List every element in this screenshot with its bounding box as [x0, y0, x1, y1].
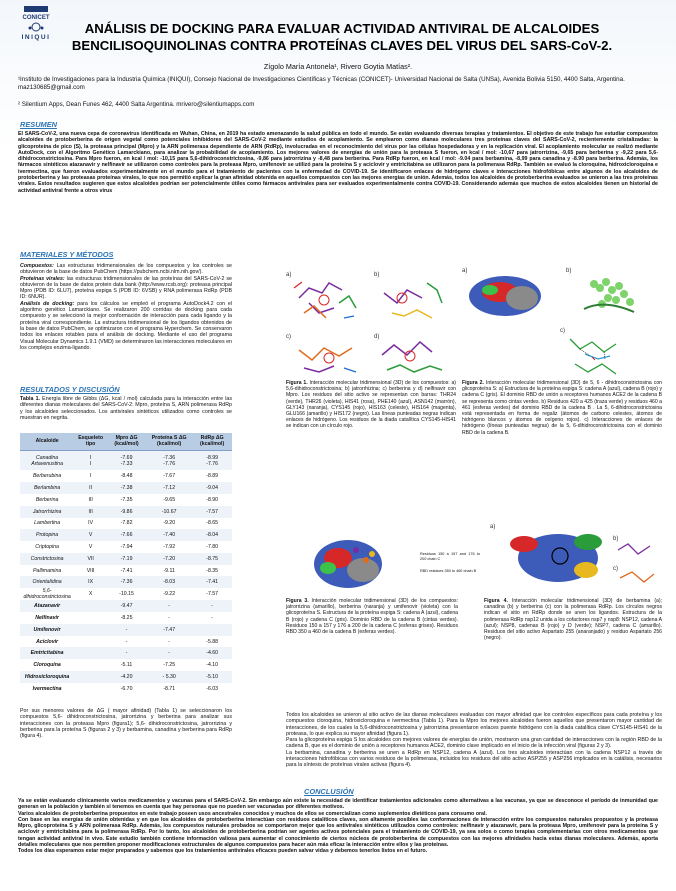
materiales-heading: MATERIALES Y MÉTODOS — [20, 250, 114, 259]
table-cell: I I — [74, 450, 107, 470]
table-cell: -7.94 — [120, 543, 133, 550]
after-table-text: Por sus menores valores de ΔG ( mayor afinidad) (Tabla 1) se seleccionaron los compuestos 5,6- dihidroconstrictosina, jatrorrizina y berberina para analizar sus interacciones con la proteasa Mpro (figura1); 5,6- dihidroconstrictosina, jatrorrizina y berberina para la proteína S (figuras 2 y 3) y berbamina, canadina y berberina para RdRp (figura 4). — [20, 708, 232, 740]
table-cell: VIII — [86, 567, 95, 574]
table-row — [20, 647, 232, 659]
table-row — [20, 600, 232, 612]
table-cell: -7.67 — [163, 473, 176, 480]
table-cell: -7.41 — [192, 576, 232, 588]
table-cell: -7.41 — [120, 567, 133, 574]
table-cell: -7.25 — [163, 662, 176, 669]
table-cell: -7.19 — [107, 553, 146, 565]
table-cell: -7.36 -7.76 — [146, 450, 192, 470]
table-row — [20, 494, 232, 506]
table-cell: Aciclovir — [36, 638, 59, 645]
figure-1c — [284, 330, 364, 378]
figure-4-caption: Figura 4. Interacción molecular tridimensional (3D) de berbamina (a); canadina (b) y berberina (c) con la polimerasa RdRp. Los círculos negros indican el sitio en RdRp donde se unen los ligandos. Estructura de la polimerasa RdRp nsp12 unida a los cofactores nsp7 y nsp8: NSP12, cadena A (azul); NSP8, cadenas B (rojo) y D (verde); NSP7, cadena C (amarillo). Residuos del sitio activo Aspartato 255 (anaranjado) y residuo Aspartato 256 (negro). — [484, 598, 662, 642]
legend-a: Residuos 150 a 157 and 176 to 200 chain C — [420, 552, 480, 561]
table-header: Proteína S ΔG (kcal/mol) — [146, 433, 192, 450]
table-cell: -8.65 — [206, 520, 219, 527]
figure-1b — [372, 268, 452, 328]
table-cell: -9.20 — [163, 520, 176, 527]
resumen-text: El SARS-CoV-2, una nueva cepa de coronavirus identificada en Wuhan, China, en 2019 ha estado amenazando la salud pública en todo el mundo. Se están evaluando diversas terapias y tratamientos. El objetivo de este trabajo fue estudiar compuestos alcaloides de protoberberina de origen vegetal como potenciales inhibidores del SARS-CoV-2 mediante estudios de acoplamiento. Se emplearon como dianas moleculares tres proteínas claves del SARS-CoV-2, recientemente cristalizadas: la glicoproteína de pico (S), la proteasa principal (Mpro) y la ARN polimerasa dependiente de ARN (RdRp), involucradas en el reconocimiento del virus por las células hospedadoras y en la replicación viral. El acoplamiento molecular se realizó mediante AutoDock, con el Algoritmo Genético Lamarckiano, para analizar la probabilidad de acoplamiento. Los mejores valores de energías de unión para la proteasa S fueron, en kcal / mol: -10,67 para jatrorrizina, -9,65 para berberina y -9,22 para 5,6-dihidroconstrictosina. Para Mpro fueron, en kcal / mol: -10,15 para 5,6-dihidroconstrictosina, -9,86 para jatrorrizina y -8,48 para berberina. Para RdRp fueron, en kcal / mol: -9.04 para berbamina, -8,99 para canadina y -8.90 para berberina. Además, los fármacos sintéticos atazanavir y nelfinavir se utilizaron como controles para la proteasa Mpro, umifenovir se utilizó para la proteína S y aciclovir y emtricitabina se utilizaron para la polimerasa RdRp. También se evaluó la cloroquina, hidroxicloroquina e ivermectina, que fueron evaluados experimentalmente en el mundo para el tratamiento de pacientes con la enfermedad de COVID-19. Se identificaron enlaces de hidrógeno claves e interacciones hidrofóbicas entre algunos de los alcaloides de protoberberina y las proteasas proteínas virales, lo que nos permitió explicar la gran afinidad obtenida en aquellos compuestos con las mejores energías de unión. Además, todos los alcaloides de protoberberina evaluados se unieron a las tres proteínas virales. Estos resultados sugieren que estos alcaloides podrían ser potencialmente útiles como fármacos antivirales para ser evaluados experimentalmente contra COVID-19. Considerando además que muchos de estos alcaloides tienen un historial de actividad antiviral frente a otros virus — [18, 131, 658, 194]
table-header: Alcaloide — [20, 433, 74, 450]
table-row — [20, 624, 232, 636]
figure-3 — [308, 528, 418, 598]
conclusion-text: Ya se están evaluando clínicamente varios medicamentos y vacunas para el SARS-CoV-2. Sin embargo aún existe la necesidad de identificar tratamientos adicionales como alternativas a las vacunas, ya que se desconoce el período de inmunidad que generan en la población y también si tenemos en cuenta que hay personas que no pueden ser vacunadas por diferentes motivos. Varios alcaloides de protoberberina propuestos en este trabajo poseen usos ancestrales conocidos y muchos de ellos se comercializan como suplementos dietéticos para consumo oral. Con base en las energías de unión obtenidas y en que los alcaloides de protoberberina interactúan con residuos catalíticos claves, son altamente posibles las conformaciones de interacción entre los compuestos naturales propuestos y la proteasa Mpro, glicoproteína S y ARN polimerasa RdRp. Además, los compuestos naturales probados se comportaron mejor que los antivirales sintéticos utilizados como controles: nelfinavir y atazanavir, para la proteasa Mpro, umifenovir para la proteína S y aciclovir y emtricitabina para la polimerasa RdRp. Por lo tanto, los alcaloides de protoberberina podrían ser agentes activos potenciales para el tratamiento de COVID-19, ya sea solos o como terapias complementarias con otros medicamentos que tengan actividad antiviral in vivo. Este estudio también contiene información valiosa para aumentar el conocimiento de ciertos núcleos de protoberberina de compuestos con las mejores afinidades hacia estas dianas moleculares. Además, aporta detalles moleculares que nos permiten proponer modificaciones estructurales de algunos compuestos para hacer aún más eficaz la interacción entre ellos y las proteínas. Todos los días esperamos estar mejor preparados y sabemos que los tratamientos antivirales eficaces pueden salvar vidas y debemos tenerlos listos en el futuro. — [18, 798, 658, 855]
poster-header — [0, 0, 676, 152]
table-cell: -7.35 — [120, 496, 133, 503]
title-line-1: ANÁLISIS DE DOCKING PARA EVALUAR ACTIVIDAD ANTIVIRAL DE ALCALOIDES — [84, 21, 600, 36]
table-cell: Criptopina — [35, 543, 59, 550]
table-cell — [74, 659, 107, 671]
table-cell: Canadina Artavenustina — [20, 450, 74, 470]
table-cell: V — [88, 543, 93, 550]
table-cell: - — [107, 647, 146, 659]
table-row — [20, 576, 232, 588]
svg-text:b): b) — [566, 268, 572, 274]
table-row — [20, 470, 232, 482]
table-cell: - — [125, 638, 128, 645]
table-cell: I — [89, 473, 92, 480]
table-header: Esqueleto tipo — [74, 433, 107, 450]
table-cell: -8.99 -7.76 — [192, 450, 232, 470]
table-cell: -7.82 — [120, 520, 133, 527]
table-cell: -7.40 — [146, 529, 192, 541]
table-cell: -6.70 — [120, 685, 133, 692]
table-cell — [74, 612, 107, 624]
table-cell: - — [168, 614, 171, 621]
table-cell: -5.10 — [192, 671, 232, 683]
table-cell: -4.60 — [192, 647, 232, 659]
svg-text:a): a) — [490, 524, 496, 530]
table-cell: -10.15 — [119, 591, 134, 598]
table-cell: -4.20 — [107, 671, 146, 683]
table-cell: III — [88, 496, 93, 503]
table-cell — [74, 636, 107, 648]
affiliation-1: ¹Instituto de Investigaciones para la Industria Química (INIQUI), Consejo Nacional de Investigaciones Científicas y Técnicas (CONICET)- Universidad Nacional de Salta (UNSa), Avenida Bolivia 5150, 4400 Salta, Argentina. maz130685@gmail.com — [18, 76, 625, 92]
svg-text:c): c) — [613, 566, 618, 572]
poster-title — [62, 20, 622, 54]
figure-4 — [488, 520, 662, 594]
table-cell: -9.47 — [107, 600, 146, 612]
table-row — [20, 450, 232, 470]
svg-text:a): a) — [286, 272, 292, 278]
table-cell: Nelfinavir — [35, 614, 59, 621]
table-cell: - — [146, 600, 192, 612]
svg-text:b): b) — [613, 536, 619, 542]
results-table — [20, 433, 232, 695]
figure-2a — [460, 264, 560, 322]
materiales-text: Compuestos: Las estructuras tridimensionales de los compuestos y los controles se obtuvieron de la base de datos PubChem (https://pubchem.ncbi.nlm.nih.gov/). Proteínas virales: las estructuras tridimensionales de las proteínas del SARS-CoV-2 se obtuvieron de la base de datos protein data bank (http://www.rcsb.org): proteasa principal Mpro (PDB ID: 6LU7), proteína espiga S (PDB ID: 6VSB) y RNA polimerasa RdRp (PDB ID: 6NUR). Análisis de docking: para los cálculos se empleó el programa AutoDock4.2 con el algoritmo genético Lamarckiano. Se realizaron 200 corridas de docking para cada compuesto y se seleccionó la mejor conformación de interacción para cada ligando y la proteína viral correspondiente. La estructura tridimensional de los ligandos obtenidos de la base de datos PubChem, se optimizaron con el programa Hyperchem. Se conservaron todos los enlaces rotables para el análisis de docking. Mediante el uso del programa Visual Molecular Dynamics 1.9.1 (VMD) se determinaron las interacciones moleculares en los complejos enzima-ligando. — [20, 263, 232, 351]
table-cell: - — [192, 600, 232, 612]
table-cell: Constrictosina — [20, 553, 74, 565]
table-cell: Pallimamina — [32, 567, 62, 574]
legend-b: RBD residues 350 to 460 chain B — [420, 569, 477, 574]
table-cell: -8.71 — [163, 685, 176, 692]
table-cell: -9.04 — [192, 482, 232, 494]
svg-text:d): d) — [374, 334, 380, 340]
table-cell: -10.67 — [146, 506, 192, 518]
table-row — [20, 506, 232, 518]
table-header: RdRp ΔG (kcal/mol) — [192, 433, 232, 450]
table-cell: - — [211, 614, 213, 621]
table-row — [20, 482, 232, 494]
figure-3-caption: Figura 3. Interacción molecular tridimensional (3D) de los compuestos: jatrorrizina (amarillo), berberina (naranja) y umifenovir (violeta) con la glicoproteína S. Estructura de la proteína espiga S: cadena A (azul), cadena B (rojo) y cadena C (gris). Dominio RBD de la cadena B (cintas verdes). Residuos 150 a 157 y 176 a 200 de la cadena C (esferas grises). Residuos RBD 350 a 460 de la cadena B (esferas verdes). — [286, 598, 459, 636]
table-cell: II — [74, 482, 107, 494]
logo-name: CONICET — [22, 15, 50, 21]
table-cell: -8.90 — [206, 496, 219, 503]
table-header: Mpro ΔG (kcal/mol) — [107, 433, 146, 450]
table-row — [20, 588, 232, 600]
figure-1a — [284, 268, 364, 328]
table-cell: -8.89 — [206, 473, 219, 480]
table-cell: -7.66 — [107, 529, 146, 541]
logo-sub: INIQUI — [21, 34, 51, 41]
table-cell: Emtricitabina — [20, 647, 74, 659]
table-cell: -4.10 — [206, 662, 219, 669]
table-cell: Ivermectina — [32, 685, 62, 692]
table-cell: 5,6-dihidroconstrictosina — [23, 588, 71, 601]
table-cell — [74, 600, 107, 612]
table-cell: Lambertina — [34, 520, 61, 527]
table-cell — [74, 624, 107, 636]
table-cell: -6.03 — [206, 685, 219, 692]
svg-text:c): c) — [286, 334, 291, 340]
figure-3-legend — [420, 552, 480, 574]
table-cell: Berlambina — [20, 482, 74, 494]
table-cell: IV — [88, 520, 94, 527]
table-cell: Berberubina — [32, 473, 62, 480]
table-row — [20, 612, 232, 624]
table-cell: -7.47 — [146, 624, 192, 636]
table-cell: -9.22 — [163, 591, 176, 598]
table-cell: -8.35 — [206, 567, 219, 574]
table-cell: Jatrorrhizina — [20, 506, 74, 518]
table-cell: -8.03 — [146, 576, 192, 588]
table-cell: Protopina — [20, 529, 74, 541]
table-cell: - 5.30 — [146, 671, 192, 683]
table-cell: -7.57 — [206, 591, 219, 598]
table-cell: Atazanavir — [20, 600, 74, 612]
table-cell: - — [107, 624, 146, 636]
conicet-logo — [6, 4, 66, 48]
table-row — [20, 553, 232, 565]
table-cell — [74, 683, 107, 695]
table-row — [20, 565, 232, 577]
table-cell: -5.88 — [206, 638, 219, 645]
table-cell: -7.36 — [107, 576, 146, 588]
table-row — [20, 541, 232, 553]
table-cell: -7.12 — [146, 482, 192, 494]
table-cell: -8.04 — [192, 529, 232, 541]
table-cell: X — [88, 591, 93, 598]
table-cell: - — [146, 647, 192, 659]
figure-2c — [520, 324, 664, 382]
table-cell: Umifenovir — [20, 624, 74, 636]
authors: Zígolo María Antonela¹, Rivero Goytia Matías². — [263, 62, 413, 71]
svg-text:c): c) — [560, 328, 565, 334]
table-row — [20, 659, 232, 671]
table-cell: V — [74, 529, 107, 541]
table-cell: III — [74, 506, 107, 518]
table-cell: VII — [74, 553, 107, 565]
table-cell: Berberina — [35, 496, 59, 503]
table-row — [20, 683, 232, 695]
table-cell: Cloroquina — [33, 662, 61, 669]
conclusion-heading: CONCLUSIÓN — [304, 787, 354, 796]
table-cell: Orientalidina — [20, 576, 74, 588]
table-row — [20, 636, 232, 648]
table-cell: -7.80 — [206, 543, 219, 550]
table-row — [20, 518, 232, 530]
table-cell: -8.48 — [120, 473, 133, 480]
resultados-heading: RESULTADOS Y DISCUSIÓN — [20, 385, 120, 394]
figure-2b — [564, 264, 664, 322]
table-cell: -7.38 — [107, 482, 146, 494]
table-cell: -7.69 -7.33 — [107, 450, 146, 470]
results-discussion-text: Todos los alcaloides se unieron al sitio activo de las dianas moleculares evaluadas con mayor afinidad que los controles específicos para cada proteína y los compuestos cloroquina, hidroxicloroquina e ivermectina (Tabla 1). Para la Mpro los mejores alcaloides fueron aquellos que presentaron mayor cantidad de interacciones, de los cuales la 5,6-dihidroconstrictosina y jatrorrizina presentaron enlaces puente hidrógeno con la diada catalítica clave CYS145-HIS41 de la proteasa, lo que explica su mayor afinidad (figura 1). Para la glicoproteína espiga S los alcaloides con mejores valores de energías de unión, mostraron una gran cantidad de interacciones con la región RBD de la cadena B, que es el dominio de unión a receptores humanos ACE2, dominio clave implicado en el inicio de la infección viral (figuras 2 y 3). La berbamina, canadina y berberina se unen a RdRp en NSP12, cadena A (azul). Los tres alcaloides interactúan con la cadena NSP12 a través de interacciones hidrofóbicas con varios residuos de la polimerasa, incluidos los residuos del sitio activo ASP255 y ASP256 implicados en la catálisis, necesarios para la síntesis de proteínas virales activas (figura 4). — [286, 712, 662, 769]
table-cell — [74, 671, 107, 683]
table-cell: -5.11 — [120, 662, 133, 669]
table-cell: -9.65 — [163, 496, 176, 503]
figure-1-caption: Figura 1. Interacción molecular tridimensional (3D) de los compuestos: a) 5,6-dihidroconstrictosina; b) jatrorrhizina; c) berberina y d) nelfinavir con Mpro. Los residuos del sitio activo se representan con barras: THR24 (verde), THR26 (violeta), HIS41 (rosa), PHE140 (azul), ASN142 (marrón), GLY143 (naranja), CYS145 (rojo), HIS163 (celeste), HIS164 (magenta), GLU166 (amarillo) y HIS172 (negro). Las líneas punteadas negras indican enlaces de hidrógeno. Los residuos de la diada catalítica CYS145-HIS41 se indican con un círculo rojo. — [286, 380, 456, 430]
table-cell: -7.57 — [192, 506, 232, 518]
table-cell: IX — [74, 576, 107, 588]
table-cell: -8.25 — [120, 614, 133, 621]
figure-2-caption: Figura 2. Interacción molecular tridimensional (3D) de 5, 6 - dihidroconstrictosina con glicoproteína S: a) Estructura de la proteína espiga S: cadena A (azul), cadena B (rojo) y cadena C (gris). El dominio RBD de unión a receptores humanos ACE2 de la cadena B se representa como cintas verdes. b) Residuos 420 a 425 (traza verde) y residuos 460 a 461 (esferas verdes) del dominio RBD de la cadena B . La 5, 6-dihidroconstrictosina está representada en forma de regaliz (átomos de carbono celestes, átomos de hidrógeno blancos y átomos de oxígeno rojos). c) Interacciones de enlaces de hidrógeno (líneas punteadas negras) de la 5, 6-dihidroconstrictosina con el dominio RBD de la cadena B. — [462, 380, 663, 436]
table-cell: -7.20 — [146, 553, 192, 565]
table-row — [20, 671, 232, 683]
title-line-2: BENCILISOQUINOLINAS CONTRA PROTEÍNAS CLAVES DEL VIRUS DEL SARS-CoV-2. — [71, 38, 613, 53]
affiliation-2: ² Silentium Apps, Dean Funes 462, 4400 Salta Argentina. mrivero@silentiumapps.com — [18, 101, 255, 108]
table-caption: Tabla 1. Energía libre de Gibbs (ΔG, kcal / mol) calculada para la interacción entre las diferentes dianas moleculares del SARS-CoV-2: Mpro, proteína S, ARN polimerasa RdRp y los alcaloides seleccionados. Los antivirales sintéticos utilizados como controles se muestran en negrita. — [20, 396, 232, 421]
resumen-heading: RESUMEN — [20, 120, 57, 129]
svg-text:b): b) — [374, 272, 380, 278]
table-cell: -9.11 — [163, 567, 175, 574]
table-cell: -9.86 — [107, 506, 146, 518]
table-cell — [192, 624, 232, 636]
table-cell: - — [168, 638, 171, 645]
table-cell: -7.92 — [163, 543, 176, 550]
table-cell — [74, 647, 107, 659]
table-cell: Hidroxicloroquina — [20, 671, 74, 683]
table-row — [20, 529, 232, 541]
table-cell: -8.75 — [192, 553, 232, 565]
figure-1d — [372, 330, 452, 378]
svg-text:a): a) — [462, 268, 468, 274]
